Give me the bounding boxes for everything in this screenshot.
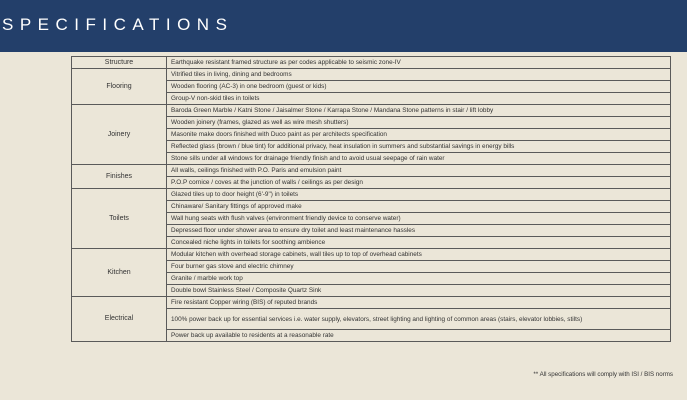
- spec-item: Wooden flooring (AC-3) in one bedroom (guest or kids): [167, 81, 671, 93]
- table-row: [72, 249, 671, 261]
- specifications-table: [71, 56, 671, 342]
- category-cell: Toilets: [72, 189, 167, 249]
- spec-item: Chinaware/ Sanitary fittings of approved make: [167, 201, 671, 213]
- table-row: [72, 165, 671, 177]
- spec-item: Power back up available to residents at a reasonable rate: [167, 330, 671, 342]
- spec-item: Depressed floor under shower area to ensure dry toilet and least maintenance hassles: [167, 225, 671, 237]
- spec-item: Vitrified tiles in living, dining and bedrooms: [167, 69, 671, 81]
- spec-item: Reflected glass (brown / blue tint) for additional privacy, heat insulation in summers and substantial savings in energy bills: [167, 141, 671, 153]
- spec-item: P.O.P cornice / coves at the junction of walls / ceilings as per design: [167, 177, 671, 189]
- spec-item: Masonite make doors finished with Duco paint as per architects specification: [167, 129, 671, 141]
- header-banner: [0, 0, 687, 52]
- spec-item: Wall hung seats with flush valves (environment friendly device to conserve water): [167, 213, 671, 225]
- table-row: [72, 297, 671, 309]
- spec-item: Concealed niche lights in toilets for soothing ambience: [167, 237, 671, 249]
- spec-item: 100% power back up for essential services i.e. water supply, elevators, street lighting and lighting of common areas (stairs, elevator lobbies, stilts): [167, 309, 671, 330]
- footnote: ** All specifications will comply with ISI / BIS norms: [533, 371, 673, 378]
- spec-item: Earthquake resistant framed structure as per codes applicable to seismic zone-IV: [167, 57, 671, 69]
- spec-item: Double bowl Stainless Steel / Composite Quartz Sink: [167, 285, 671, 297]
- spec-item: Group-V non-skid tiles in toilets: [167, 93, 671, 105]
- page-title: SPECIFICATIONS: [2, 15, 234, 34]
- table-row: [72, 189, 671, 201]
- spec-item: Fire resistant Copper wiring (BIS) of reputed brands: [167, 297, 671, 309]
- category-cell: Flooring: [72, 69, 167, 105]
- category-cell: Structure: [72, 57, 167, 69]
- category-cell: Joinery: [72, 105, 167, 165]
- table-row: [72, 57, 671, 69]
- spec-item: Baroda Green Marble / Katni Stone / Jaisalmer Stone / Karrapa Stone / Mandana Stone patterns in stair / lift lobby: [167, 105, 671, 117]
- table-row: [72, 69, 671, 81]
- spec-item: All walls, ceilings finished with P.O. Paris and emulsion paint: [167, 165, 671, 177]
- table-row: [72, 105, 671, 117]
- spec-item: Wooden joinery (frames, glazed as well as wire mesh shutters): [167, 117, 671, 129]
- spec-item: Granite / marble work top: [167, 273, 671, 285]
- spec-item: Stone sills under all windows for drainage friendly finish and to avoid usual seepage of rain water: [167, 153, 671, 165]
- category-cell: Finishes: [72, 165, 167, 189]
- category-cell: Electrical: [72, 297, 167, 342]
- spec-item: Four burner gas stove and electric chimney: [167, 261, 671, 273]
- category-cell: Kitchen: [72, 249, 167, 297]
- spec-item: Modular kitchen with overhead storage cabinets, wall tiles up to top of overhead cabinets: [167, 249, 671, 261]
- spec-item: Glazed tiles up to door height (6'-9") in toilets: [167, 189, 671, 201]
